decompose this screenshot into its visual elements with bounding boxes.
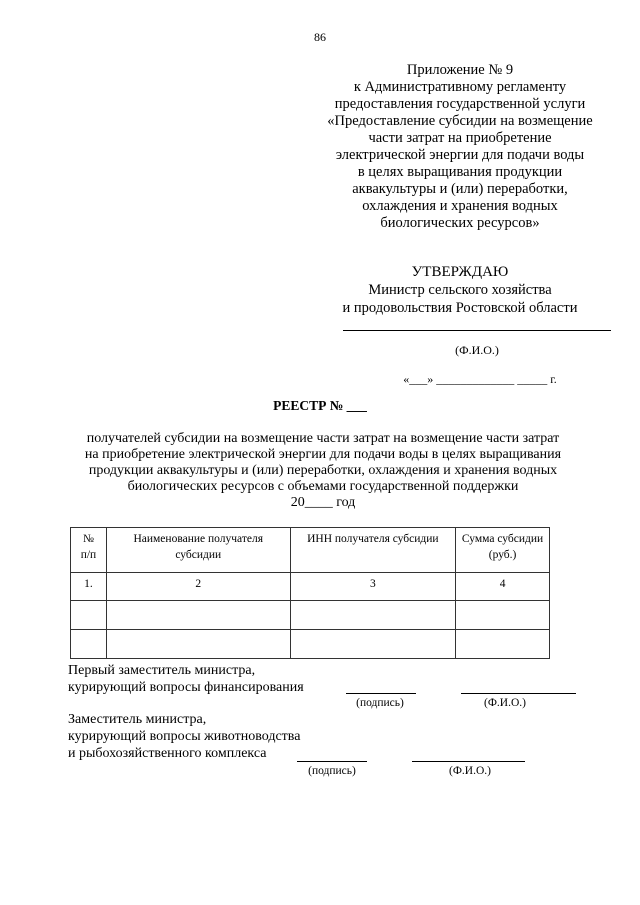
registry-description-line: на приобретение электрической энергии для подачи воды в целях выращивания (84, 447, 562, 462)
table-cell (456, 630, 550, 659)
registry-year-line: 20____ год (290, 495, 356, 510)
table-cell (456, 601, 550, 630)
table-cell (290, 630, 456, 659)
table-cell: 2 (106, 573, 290, 601)
table-row (71, 573, 550, 601)
registry-table (70, 527, 550, 659)
deputy-title-line3: и рыбохозяйственного комплекса (68, 746, 267, 761)
table-row (71, 601, 550, 630)
appendix-line: предоставления государственной услуги (334, 96, 586, 112)
table-cell (106, 630, 290, 659)
table-header-row (71, 528, 550, 573)
first-deputy-signature-line (346, 693, 416, 694)
table-cell (106, 601, 290, 630)
approval-position-line1: Министр сельского хозяйства (368, 282, 552, 298)
registry-description-line: продукции аквакультуры и (или) переработки, охлаждения и хранения водных (88, 463, 558, 478)
table-cell (71, 630, 107, 659)
appendix-line: к Административному регламенту (353, 79, 567, 95)
appendix-line: Приложение № 9 (406, 62, 514, 78)
registry-description (62, 431, 584, 511)
first-deputy-signature-block (68, 662, 304, 696)
deputy-fio-caption: (Ф.И.О.) (449, 765, 491, 777)
deputy-signature-block (68, 711, 300, 762)
appendix-line: охлаждения и хранения водных (362, 198, 558, 214)
table-cell: 1. (71, 573, 107, 601)
header-cell-name: Наименование получателя субсидии (106, 528, 290, 573)
first-deputy-fio-line (461, 693, 576, 694)
appendix-header (310, 62, 610, 232)
appendix-line: аквакультуры и (или) переработки, (352, 181, 568, 197)
appendix-line: электрической энергии для подачи воды (335, 147, 585, 163)
header-cell-inn: ИНН получателя субсидии (290, 528, 456, 573)
appendix-line: части затрат на приобретение (368, 130, 552, 146)
deputy-sign-caption: (подпись) (308, 765, 356, 777)
deputy-signature-line (297, 761, 367, 762)
registry-title: РЕЕСТР № ___ (273, 398, 367, 413)
table-cell (290, 601, 456, 630)
first-deputy-sign-caption: (подпись) (356, 697, 404, 709)
appendix-line: «Предоставление субсидии на возмещение (327, 113, 593, 129)
deputy-title-line1: Заместитель министра, (68, 712, 207, 727)
first-deputy-title-line2: курирующий вопросы финансирования (68, 680, 304, 695)
table-row (71, 630, 550, 659)
page-number: 86 (314, 30, 326, 44)
approval-position-line2: и продовольствия Ростовской области (342, 300, 578, 316)
approval-date: «___» _____________ _____ г. (403, 372, 557, 386)
table-cell: 3 (290, 573, 456, 601)
approval-signature-line (343, 330, 611, 331)
appendix-line: биологических ресурсов» (380, 215, 540, 231)
header-cell-number: № п/п (71, 528, 107, 573)
table-cell (71, 601, 107, 630)
table-cell: 4 (456, 573, 550, 601)
deputy-title-line2: курирующий вопросы животноводства (68, 729, 301, 744)
registry-description-line: получателей субсидии на возмещение части затрат на возмещение части затрат (86, 431, 560, 446)
deputy-fio-line (412, 761, 525, 762)
registry-description-line: биологических ресурсов с объемами государственной поддержки (127, 479, 519, 494)
approval-block (310, 263, 610, 317)
approval-fio-caption: (Ф.И.О.) (455, 343, 499, 357)
header-cell-amount: Сумма субсидии (руб.) (456, 528, 550, 573)
appendix-line: в целях выращивания продукции (357, 164, 563, 180)
approval-title: УТВЕРЖДАЮ (411, 264, 509, 280)
first-deputy-fio-caption: (Ф.И.О.) (484, 697, 526, 709)
first-deputy-title-line1: Первый заместитель министра, (68, 663, 256, 678)
